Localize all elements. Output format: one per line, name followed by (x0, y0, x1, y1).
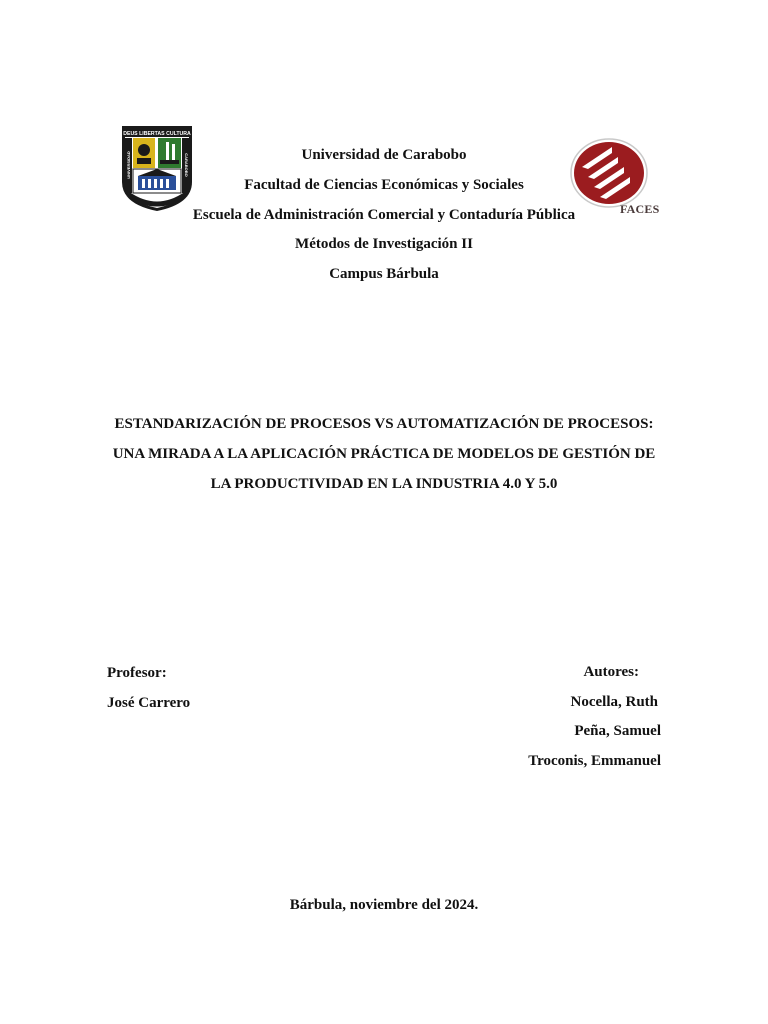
authors-label: Autores: (583, 664, 639, 680)
professor-block (107, 658, 190, 718)
shield-side-left: UNIVERSIDAD (126, 151, 131, 179)
document-title (100, 409, 668, 499)
place-and-date: Bárbula, noviembre del 2024. (289, 897, 479, 913)
author-name: Nocella, Ruth (570, 693, 658, 710)
university-name: Universidad de Carabobo (301, 147, 467, 163)
shield-motto: DEUS LIBERTAS CULTURA (123, 131, 191, 137)
school-name: Escuela de Administración Comercial y Contaduría Pública (192, 207, 576, 223)
author-name: Peña, Samuel (574, 723, 661, 739)
author-name: Troconis, Emmanuel (528, 752, 661, 769)
authors-block (528, 658, 661, 776)
faces-label: FACES (620, 202, 660, 216)
title-line-3: LA PRODUCTIVIDAD EN LA INDUSTRIA 4.0 Y 5.0 (210, 476, 558, 492)
faculty-name: Facultad de Ciencias Económicas y Sociales (244, 177, 524, 193)
shield-side-right: CARABOBO (184, 153, 189, 177)
professor-name: José Carrero (107, 695, 191, 711)
campus-name: Campus Bárbula (329, 266, 439, 282)
professor-label: Profesor: (107, 665, 167, 681)
title-line-2: UNA MIRADA A LA APLICACIÓN PRÁCTICA DE MODELOS DE GESTIÓN DE (112, 446, 656, 462)
title-line-1: ESTANDARIZACIÓN DE PROCESOS VS AUTOMATIZACIÓN DE PROCESOS: (114, 416, 654, 432)
course-name: Métodos de Investigación II (295, 236, 473, 252)
universidad-de-carabobo-logo (120, 124, 194, 212)
